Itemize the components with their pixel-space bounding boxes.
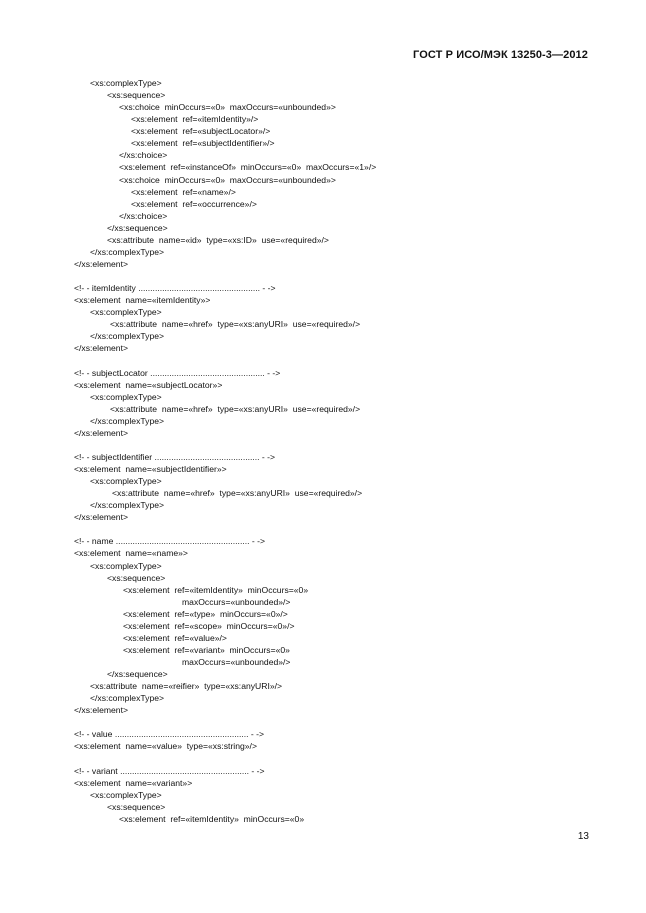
code-line: <xs:element ref=«scope» minOccurs=«0»/>	[123, 620, 295, 631]
code-line: </xs:complexType>	[90, 246, 165, 257]
blank-line	[74, 753, 594, 765]
code-line: <xs:attribute name=«href» type=«xs:anyURI» use=«required»/>	[110, 319, 361, 330]
code-line: <xs:element name=«value» type=«xs:string»/>	[74, 741, 257, 752]
code-line: <xs:element name=«subjectLocator»>	[74, 379, 223, 390]
standard-header: ГОСТ Р ИСО/МЭК 13250-3—2012	[413, 49, 588, 61]
code-line: </xs:complexType>	[90, 693, 165, 704]
code-line: </xs:complexType>	[90, 331, 165, 342]
code-line: <xs:element name=«subjectIdentifier»>	[74, 464, 227, 474]
code-line: </xs:element>	[74, 512, 128, 523]
code-line: maxOccurs=«unbounded»/>	[182, 657, 291, 667]
code-line: <xs:sequence>	[107, 801, 166, 812]
blank-line	[74, 716, 594, 728]
code-line: <xs:complexType>	[90, 789, 162, 800]
code-line: </xs:sequence>	[107, 222, 168, 233]
code-line: <xs:element ref=«itemIdentity» minOccurs=«0»	[119, 813, 305, 824]
code-line: <xs:element ref=«value»/>	[123, 632, 227, 643]
code-line: </xs:sequence>	[107, 669, 168, 680]
code-line: </xs:element>	[74, 258, 128, 269]
code-line: </xs:choice>	[119, 150, 168, 161]
code-line: <xs:attribute name=«href» type=«xs:anyURI» use=«required»/>	[112, 488, 363, 499]
code-line: <xs:element ref=«name»/>	[131, 186, 236, 197]
code-line: <xs:complexType>	[90, 78, 162, 88]
blank-line	[74, 270, 594, 282]
code-line: <xs:complexType>	[90, 560, 162, 571]
code-line: <xs:element ref=«itemIdentity» minOccurs=«0»	[123, 584, 309, 595]
code-line: </xs:element>	[74, 343, 128, 354]
code-line: </xs:complexType>	[90, 415, 165, 426]
blank-line	[74, 523, 594, 535]
code-line: <xs:sequence>	[107, 90, 166, 101]
code-line: <xs:complexType>	[90, 307, 162, 318]
code-line: </xs:complexType>	[90, 500, 165, 511]
code-line: <xs:choice minOccurs=«0» maxOccurs=«unbounded»>	[119, 174, 336, 185]
code-line: <xs:element ref=«occurrence»/>	[131, 198, 257, 209]
page-number: 13	[577, 831, 589, 842]
xml-schema-listing	[74, 77, 594, 825]
comment-line: <!- - itemIdentity ................................................... - ->	[74, 283, 276, 294]
code-line: </xs:element>	[74, 705, 128, 716]
code-line: <xs:element ref=«subjectIdentifier»/>	[131, 138, 275, 149]
code-line: <xs:element ref=«subjectLocator»/>	[131, 126, 271, 137]
blank-line	[74, 439, 594, 451]
comment-line: <!- - subjectLocator ................................................ - ->	[74, 367, 281, 378]
comment-line: <!- - subjectIdentifier ............................................ - ->	[74, 451, 276, 462]
code-line: <xs:attribute name=«reifier» type=«xs:anyURI»/>	[90, 681, 283, 692]
comment-line: <!- - variant ...................................................... - ->	[74, 765, 265, 776]
code-line: <xs:attribute name=«id» type=«xs:ID» use=«required»/>	[107, 234, 329, 245]
code-line: <xs:element name=«itemIdentity»>	[74, 295, 211, 306]
code-line: <xs:element ref=«type» minOccurs=«0»/>	[123, 608, 288, 619]
code-line: <xs:element ref=«variant» minOccurs=«0»	[123, 644, 290, 655]
code-line: <xs:element name=«variant»>	[74, 777, 193, 788]
code-line: <xs:sequence>	[107, 572, 166, 583]
comment-line: <!- - name ........................................................ - ->	[74, 536, 266, 547]
code-line: <xs:element name=«name»>	[74, 548, 188, 559]
code-line: <xs:attribute name=«href» type=«xs:anyURI» use=«required»/>	[110, 403, 361, 414]
code-line: <xs:element ref=«itemIdentity»/>	[131, 114, 259, 125]
code-line: maxOccurs=«unbounded»/>	[182, 596, 291, 607]
code-line: <xs:complexType>	[90, 391, 162, 402]
code-line: </xs:element>	[74, 427, 128, 438]
code-line: </xs:choice>	[119, 210, 168, 221]
blank-line	[74, 354, 594, 366]
comment-line: <!- - value ........................................................ - ->	[74, 729, 265, 740]
code-line: <xs:choice minOccurs=«0» maxOccurs=«unbounded»>	[119, 102, 336, 113]
code-line: <xs:element ref=«instanceOf» minOccurs=«0» maxOccurs=«1»/>	[119, 162, 377, 173]
code-line: <xs:complexType>	[90, 476, 162, 487]
